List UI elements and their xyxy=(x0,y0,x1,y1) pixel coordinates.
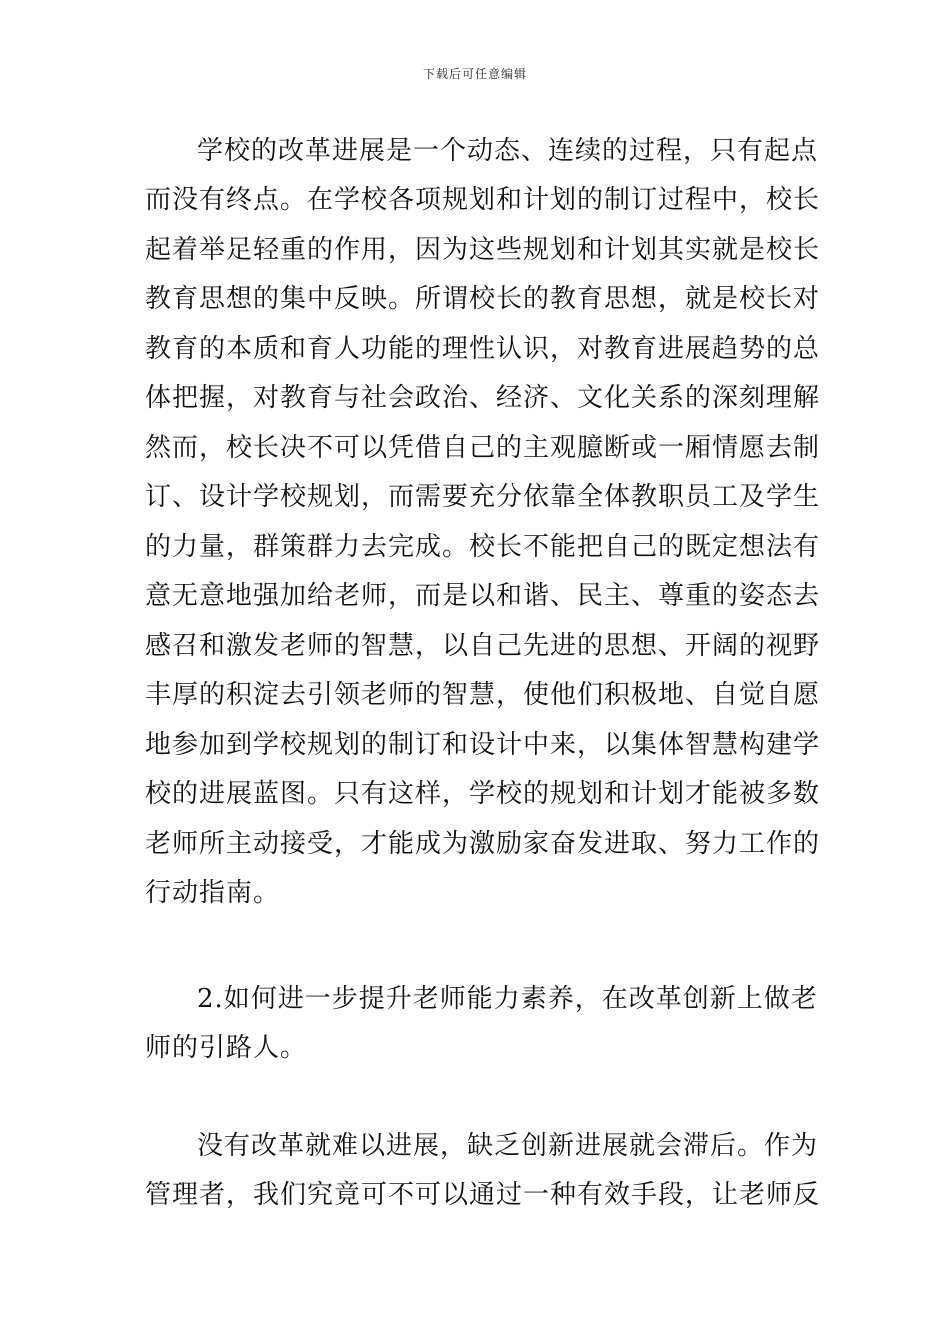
text-line: 而没有终点。在学校各项规划和计划的制订过程中，校长 xyxy=(145,185,821,215)
text-line: 意无意地强加给老师，而是以和谐、民主、尊重的姿态去 xyxy=(145,581,821,611)
text-line: 学校的改革进展是一个动态、连续的过程，只有起点 xyxy=(197,136,819,166)
text-line: 教育思想的集中反映。所谓校长的教育思想，就是校长对 xyxy=(145,284,821,314)
text-line: 行动指南。 xyxy=(145,878,281,908)
text-line: 师的引路人。 xyxy=(145,1033,308,1063)
text-line: 起着举足轻重的作用，因为这些规划和计划其实就是校长 xyxy=(145,235,821,265)
text-line: 订、设计学校规划，而需要充分依靠全体教职员工及学生 xyxy=(145,482,821,512)
text-line: 老师所主动接受，才能成为激励家奋发进取、努力工作的 xyxy=(145,829,821,859)
text-line: 教育的本质和育人功能的理性认识，对教育进展趋势的总 xyxy=(145,334,821,364)
header-note: 下载后可任意编辑 xyxy=(422,67,527,81)
text-line: 地参加到学校规划的制订和设计中来，以集体智慧构建学 xyxy=(145,730,821,760)
text-line: 感召和激发老师的智慧，以自己先进的思想、开阔的视野 xyxy=(145,631,821,661)
text-line: 的力量，群策群力去完成。校长不能把自己的既定想法有 xyxy=(145,532,821,562)
text-line: 校的进展蓝图。只有这样，学校的规划和计划才能被多数 xyxy=(145,779,821,809)
text-line: 2.如何进一步提升老师能力素养，在改革创新上做老 xyxy=(197,984,818,1014)
text-line: 体把握，对教育与社会政治、经济、文化关系的深刻理解 xyxy=(145,383,821,413)
text-line: 丰厚的积淀去引领老师的智慧，使他们积极地、自觉自愿 xyxy=(145,680,821,710)
text-line: 然而，校长决不可以凭借自己的主观臆断或一厢情愿去制 xyxy=(145,433,821,463)
text-line: 没有改革就难以进展，缺乏创新进展就会滞后。作为 xyxy=(197,1131,819,1161)
text-line: 管理者，我们究竟可不可以通过一种有效手段，让老师反 xyxy=(145,1180,821,1210)
